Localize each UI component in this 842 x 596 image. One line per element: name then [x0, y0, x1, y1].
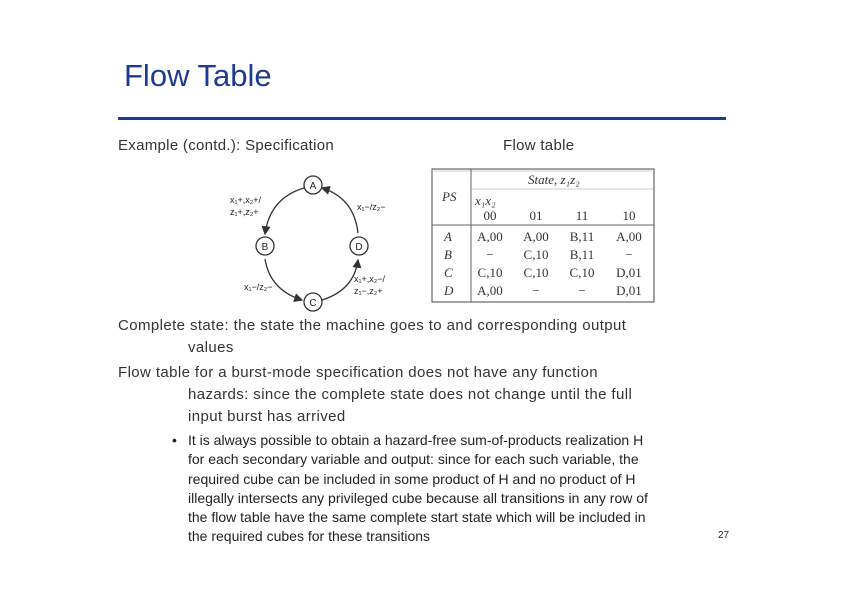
table-cell: A,00: [477, 283, 503, 298]
table-cell: A,00: [523, 229, 549, 244]
bullet-line: It is always possible to obtain a hazard-free sum-of-products realization H: [188, 432, 644, 448]
column-header: 11: [575, 208, 589, 223]
header-inputs: x₁x₂: [475, 193, 496, 208]
edge-d-to-a: [322, 188, 358, 233]
table-cell: A,00: [477, 229, 503, 244]
specification-label: Example (contd.): Specification: [118, 137, 335, 154]
state-node-b: [256, 237, 274, 255]
flow-table: [430, 167, 656, 304]
row-ps: D: [444, 283, 454, 298]
table-cell: B,11: [569, 247, 595, 262]
table-cell: C,10: [523, 247, 549, 262]
header-state: State, z₁z₂: [528, 172, 580, 187]
state-node-c: [304, 293, 322, 311]
state-a-label: A: [309, 181, 317, 192]
table-cell: C,10: [477, 265, 503, 280]
table-cell: C,10: [523, 265, 549, 280]
state-c-label: C: [309, 298, 317, 309]
edge-label-cd-line2: z₁−,z₂+: [354, 286, 383, 296]
page-number: 27: [718, 530, 730, 541]
bullet-line: the required cubes for these transitions: [188, 528, 431, 545]
row-ps: B: [444, 247, 452, 262]
bullet-marker: •: [172, 432, 177, 448]
edge-label-ad: x₁−/z₂−: [357, 202, 386, 212]
table-cell: C,10: [569, 265, 595, 280]
edge-c-to-d: [322, 260, 358, 300]
paragraph-line: input burst has arrived: [188, 408, 346, 425]
paragraph-line: values: [188, 339, 234, 356]
edge-label-ab-line1: x₁+,x₂+/: [230, 195, 262, 205]
table-cell: A,00: [616, 229, 642, 244]
bullet-line: the flow table have the same complete start state which will be included in: [188, 509, 646, 526]
complete-state-paragraph: [118, 315, 626, 359]
header-ps: PS: [442, 189, 457, 204]
table-cell: D,01: [616, 265, 642, 280]
column-header: 00: [483, 208, 497, 223]
paragraph-line: hazards: since the complete state does not change until the full: [188, 386, 633, 403]
table-cell: D,01: [616, 283, 642, 298]
bullet-line: for each secondary variable and output: since for each such variable, the: [188, 451, 639, 468]
flow-table-hazards-paragraph: [118, 362, 632, 428]
paragraph-line: Complete state: the state the machine goes to and corresponding output: [118, 317, 627, 334]
bullet-line: required cube can be included in some product of H and no product of H: [188, 470, 636, 487]
paragraph-line: Flow table for a burst-mode specification does not have any function: [118, 364, 598, 381]
title-underline: [118, 117, 726, 120]
column-header: 10: [622, 208, 636, 223]
table-cell: −: [625, 247, 633, 262]
edge-label-bc: x₁−/z₂−: [244, 282, 273, 292]
state-node-d: [350, 237, 368, 255]
table-cell: −: [578, 283, 586, 298]
column-header: 01: [529, 208, 543, 223]
burst-mode-state-diagram: [222, 168, 402, 313]
slide-title: Flow Table: [124, 58, 272, 93]
state-node-a: [304, 176, 322, 194]
edge-label-cd-line1: x₁+,x₂−/: [354, 274, 386, 284]
table-cell: B,11: [569, 229, 595, 244]
row-ps: C: [444, 265, 453, 280]
table-cell: −: [532, 283, 540, 298]
state-b-label: B: [261, 242, 269, 253]
row-ps: A: [444, 229, 452, 244]
hazard-free-bullet: [172, 431, 712, 547]
edge-b-to-c: [265, 259, 302, 300]
state-d-label: D: [355, 242, 363, 253]
table-cell: −: [486, 247, 494, 262]
edge-label-ab-line2: z₁+,z₂+: [230, 207, 259, 217]
bullet-line: illegally intersects any privileged cube because all transitions in any row of: [188, 489, 648, 506]
edge-a-to-b: [265, 188, 304, 234]
flow-table-label: Flow table: [503, 137, 575, 154]
